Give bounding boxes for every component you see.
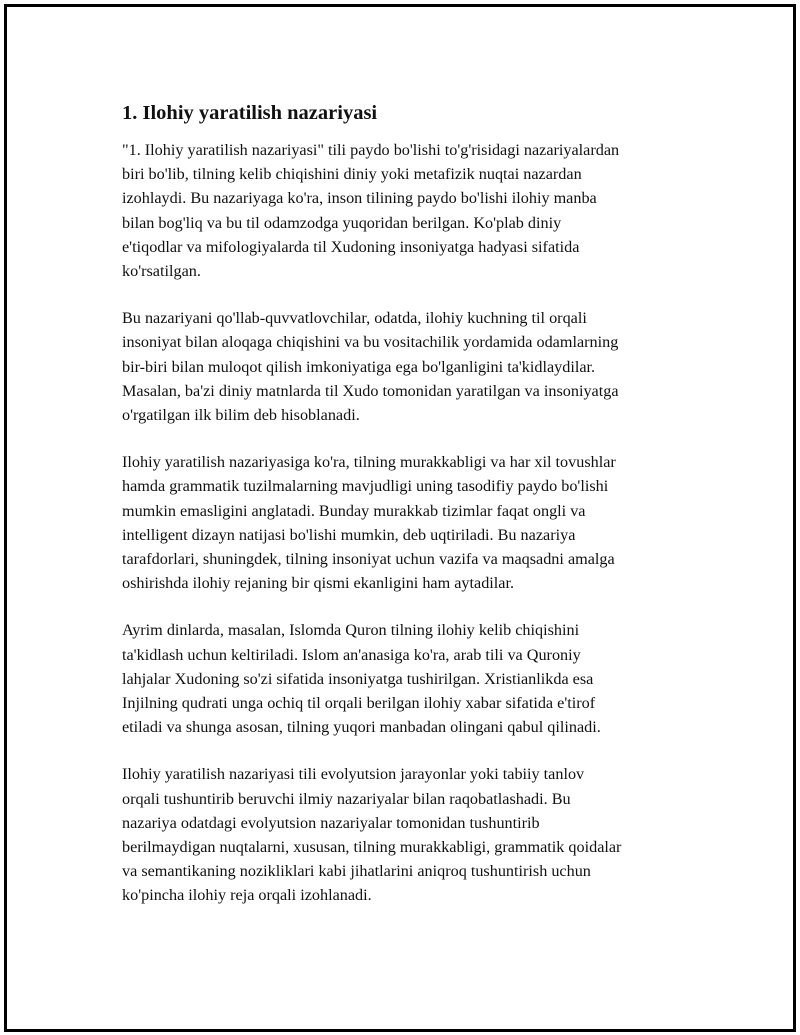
text-line: e'tiqodlar va mifologiyalarda til Xudoning insoniyatga hadyasi sifatida <box>122 237 580 256</box>
text-line: orqali tushuntirib beruvchi ilmiy nazariyalar bilan raqobatlashadi. Bu <box>122 789 571 808</box>
text-line: ko'pincha ilohiy reja orqali izohlanadi. <box>122 886 372 905</box>
text-line: hamda grammatik tuzilmalarning mavjudligi uning tasodifiy paydo bo'lishi <box>122 477 609 496</box>
text-line: insoniyat bilan aloqaga chiqishini va bu vositachilik yordamida odamlarning <box>122 333 619 352</box>
text-line: Ayrim dinlarda, masalan, Islomda Quron tilning ilohiy kelib chiqishini <box>122 621 580 640</box>
text-line: ko'rsatilgan. <box>122 262 201 281</box>
paragraph-1 <box>122 138 702 283</box>
text-line: tarafdorlari, shuningdek, tilning insoniyat uchun vazifa va maqsadni amalga <box>122 550 615 569</box>
paragraph-3 <box>122 450 702 595</box>
text-line: mumkin emasligini anglatadi. Bunday murakkab tizimlar faqat ongli va <box>122 501 586 520</box>
section-heading: 1. Ilohiy yaratilish nazariyasi <box>122 102 378 124</box>
text-line: berilmaydigan nuqtalarni, xususan, tilning murakkabligi, grammatik qoidalar <box>122 838 622 857</box>
text-line: o'rgatilgan ilk bilim deb hisoblanadi. <box>122 406 360 425</box>
text-line: "1. Ilohiy yaratilish nazariyasi" tili paydo bo'lishi to'g'risidagi nazariyalardan <box>122 141 620 159</box>
text-line: Ilohiy yaratilish nazariyasi tili evolyutsion jarayonlar yoki tabiiy tanlov <box>122 765 585 784</box>
text-line: biri bo'lib, tilning kelib chiqishini diniy yoki metafizik nuqtai nazardan <box>122 165 582 184</box>
text-line: izohlaydi. Bu nazariyaga ko'ra, inson tilining paydo bo'lishi ilohiy manba <box>122 189 597 208</box>
text-line: oshirishda ilohiy rejaning bir qismi ekanligini ham aytadilar. <box>122 574 515 593</box>
text-line: Ilohiy yaratilish nazariyasiga ko'ra, tilning murakkabligi va har xil tovushlar <box>122 453 616 472</box>
page-frame <box>4 4 796 1032</box>
text-line: bilan bog'liq va bu til odamzodga yuqoridan berilgan. Ko'plab diniy <box>122 213 562 232</box>
paragraph-2 <box>122 306 702 427</box>
text-line: ta'kidlash uchun keltiriladi. Islom an'anasiga ko'ra, arab tili va Quroniy <box>122 645 581 664</box>
text-line: Bu nazariyani qo'llab-quvvatlovchilar, odatda, ilohiy kuchning til orqali <box>122 309 587 328</box>
text-line: nazariya odatdagi evolyutsion nazariyalar tomonidan tushuntirib <box>122 813 540 832</box>
paragraph-5 <box>122 762 702 907</box>
text-line: lahjalar Xudoning so'zi sifatida insoniyatga tushirilgan. Xristianlikda esa <box>122 669 594 688</box>
text-line: etiladi va shunga asosan, tilning yuqori manbadan olingani qabul qilinadi. <box>122 718 601 737</box>
text-line: intelligent dizayn natijasi bo'lishi mumkin, deb uqtiriladi. Bu nazariya <box>122 525 576 544</box>
text-line: Injilning qudrati unga ochiq til orqali berilgan ilohiy xabar sifatida e'tirof <box>122 694 596 713</box>
document-content <box>122 99 702 931</box>
text-line: Masalan, ba'zi diniy matnlarda til Xudo tomonidan yaratilgan va insoniyatga <box>122 381 619 400</box>
paragraph-4 <box>122 618 702 739</box>
text-line: va semantikaning nozikliklari kabi jihatlarini aniqroq tushuntirish uchun <box>122 862 591 881</box>
text-line: bir-biri bilan muloqot qilish imkoniyatiga ega bo'lganligini ta'kidlaydilar. <box>122 357 596 376</box>
